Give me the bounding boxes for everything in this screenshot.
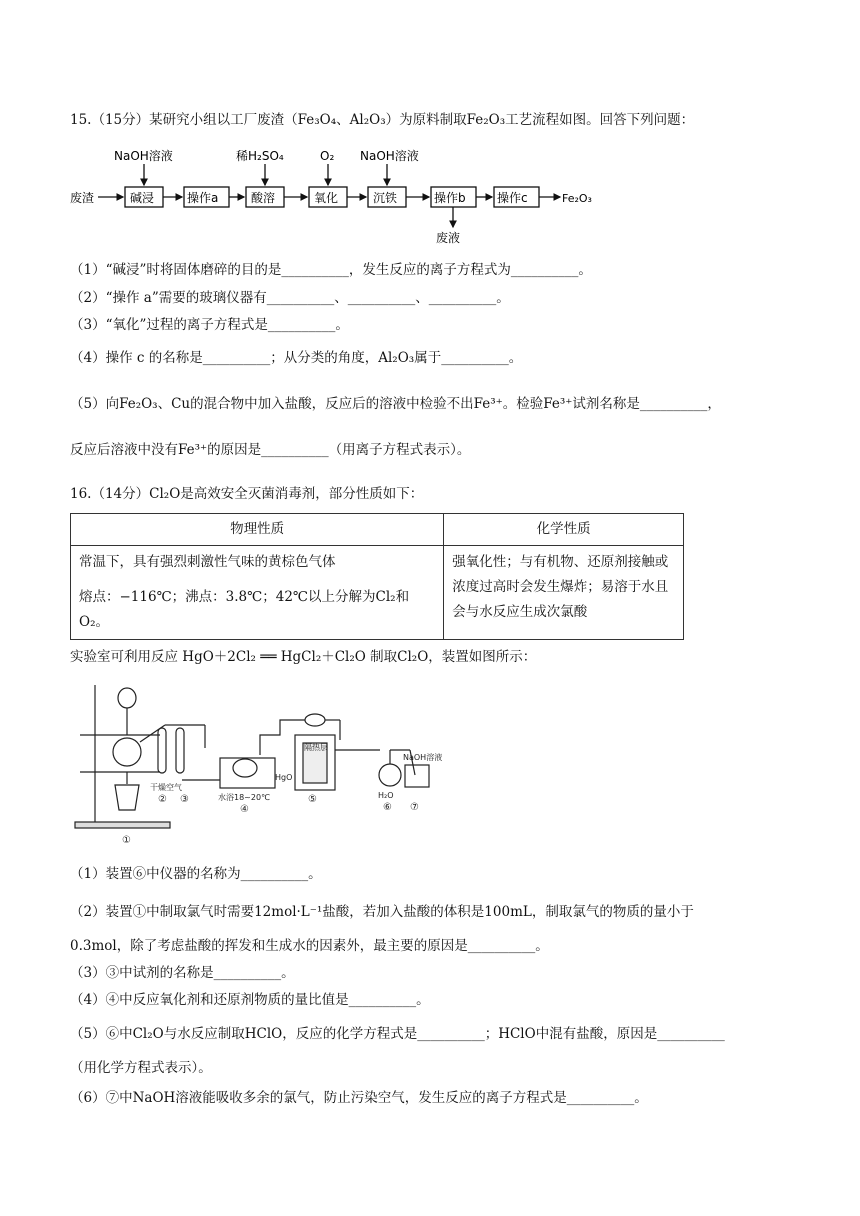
q15-part-3: （3）“氧化”过程的离子方程式是__________。 <box>70 317 349 333</box>
q15-part-5b: 反应后溶液中没有Fe³⁺的原因是__________（用离子方程式表示）。 <box>70 442 471 458</box>
label-dry-air: 干燥空气 <box>150 783 182 792</box>
label-7: ⑦ <box>410 802 419 813</box>
flow-step-3: 酸溶 <box>251 191 276 205</box>
apparatus-diagram <box>70 680 450 850</box>
q16-intro: 实验室可利用反应 HgO＋2Cl₂ ══ HgCl₂＋Cl₂O 制取Cl₂O，装置如图所示： <box>70 649 537 665</box>
flow-reagent-4: NaOH溶液 <box>360 149 419 163</box>
table-header-chemical: 化学性质 <box>444 514 684 546</box>
flow-step-2: 操作a <box>187 191 219 205</box>
flow-waste: 废液 <box>436 231 461 245</box>
q15-part-5a: （5）向Fe₂O₃、Cu的混合物中加入盐酸，反应后的溶液中检验不出Fe³⁺。检验Fe³⁺试剂名称是__________， <box>70 396 721 412</box>
properties-table <box>70 513 684 640</box>
table-cell-chemical: 强氧化性；与有机物、还原剂接触或浓度过高时会发生爆炸；易溶于水且会与水反应生成次氯酸 <box>444 546 684 640</box>
q16-part-2b: 0.3mol，除了考虑盐酸的挥发和生成水的因素外，最主要的原因是__________。 <box>70 938 549 954</box>
q16-part-4: （4）④中反应氧化剂和还原剂物质的量比值是__________。 <box>70 992 430 1008</box>
physical-property-1: 常温下，具有强烈刺激性气味的黄棕色气体 <box>79 554 336 570</box>
label-2: ② <box>158 794 167 805</box>
label-naoh: NaOH溶液 <box>403 753 443 762</box>
table-header-physical: 物理性质 <box>71 514 444 546</box>
label-hgo: HgO <box>275 773 293 782</box>
flow-step-7: 操作c <box>497 191 528 205</box>
q15-part-1: （1）“碱浸”时将固体磨碎的目的是__________，发生反应的离子方程式为__________。 <box>70 262 592 278</box>
flow-step-1: 碱浸 <box>130 191 155 205</box>
q15-header: 15.（15分）某研究小组以工厂废渣（Fe₃O₄、Al₂O₃）为原料制取Fe₂O₃工艺流程如图。回答下列问题： <box>70 112 695 128</box>
q16-part-2a: （2）装置①中制取氯气时需要12mol·L⁻¹盐酸，若加入盐酸的体积是100mL，制取氯气的物质的量小于 <box>70 904 694 920</box>
flow-step-6: 操作b <box>434 191 466 205</box>
flow-reagent-2: 稀H₂SO₄ <box>236 149 284 163</box>
label-water: H₂O <box>378 791 394 800</box>
flow-start: 废渣 <box>70 191 95 205</box>
q16-part-1: （1）装置⑥中仪器的名称为__________。 <box>70 866 322 882</box>
q16-part-5b: （用化学方程式表示）。 <box>70 1060 212 1076</box>
flow-reagent-1: NaOH溶液 <box>114 149 173 163</box>
table-cell-physical <box>71 546 444 640</box>
q15-part-4: （4）操作 c 的名称是__________；从分类的角度，Al₂O₃属于__________。 <box>70 350 523 366</box>
q16-part-5a: （5）⑥中Cl₂O与水反应制取HClO，反应的化学方程式是__________；HClO中混有盐酸，原因是__________ <box>70 1026 725 1042</box>
label-3: ③ <box>180 794 189 805</box>
label-1: ① <box>122 835 131 846</box>
q15-part-2: （2）“操作 a”需要的玻璃仪器有__________、__________、__________。 <box>70 290 510 306</box>
q16-part-6: （6）⑦中NaOH溶液能吸收多余的氯气，防止污染空气，发生反应的离子方程式是__________。 <box>70 1090 648 1106</box>
label-water-bath: 水浴18~20℃ <box>218 793 271 802</box>
flow-step-4: 氧化 <box>314 191 339 205</box>
q16-header: 16.（14分）Cl₂O是高效安全灭菌消毒剂，部分性质如下： <box>70 486 424 502</box>
physical-property-2: 熔点：−116℃；沸点：3.8℃；42℃以上分解为Cl₂和O₂。 <box>79 589 410 630</box>
flow-reagent-3: O₂ <box>320 149 335 163</box>
q16-part-3: （3）③中试剂的名称是__________。 <box>70 965 295 981</box>
process-flow-diagram <box>70 145 630 250</box>
flow-end: Fe₂O₃ <box>562 192 592 205</box>
flow-step-5: 沉铁 <box>373 191 398 205</box>
label-6: ⑥ <box>383 802 392 813</box>
label-insulation: 隔热层 <box>304 743 328 752</box>
label-4: ④ <box>240 804 249 815</box>
label-5: ⑤ <box>308 794 317 805</box>
